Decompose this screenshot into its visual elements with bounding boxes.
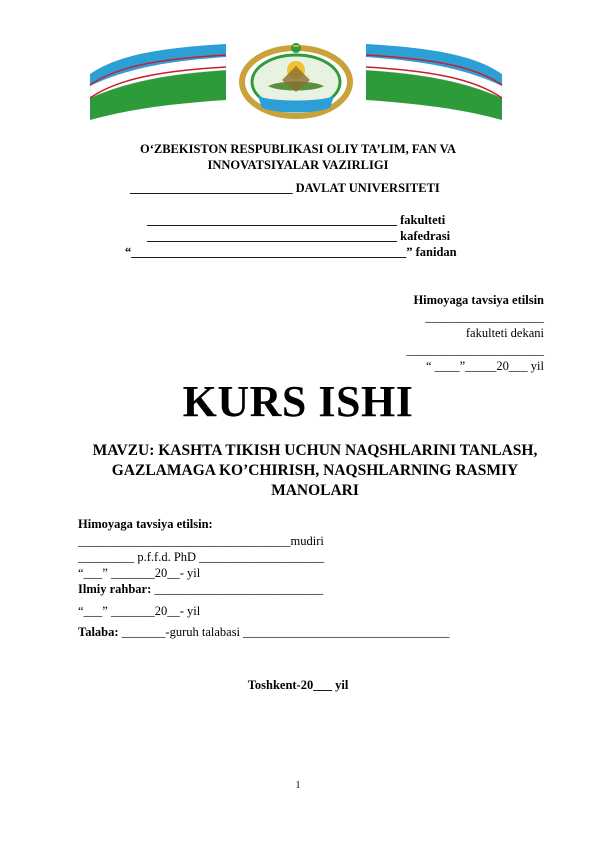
ministry-line-1: O‘ZBEKISTON RESPUBLIKASI OLIY TA’LIM, FAN VA <box>139 142 457 156</box>
date-line-1: “___” _______20__- yil <box>78 566 201 580</box>
approval-date: “ ____”_____20___ yil <box>425 359 544 373</box>
date-line-2: “___” _______20__- yil <box>78 604 201 618</box>
degree-line: _________ p.f.f.d. PhD ____________________ <box>78 550 325 564</box>
department-head-line: __________________________________mudiri <box>78 534 324 548</box>
student-text: _______-guruh talabasi _________________________________ <box>118 625 450 639</box>
ministry-name <box>60 141 536 173</box>
supervisor-label: Ilmiy rahbar: <box>78 582 152 596</box>
subject-line: “____________________________________________” fanidan <box>125 245 457 259</box>
approval-blank-line: ___________________ <box>425 310 544 324</box>
dean-label: fakulteti dekani <box>465 326 544 340</box>
supervisor-line <box>78 582 323 597</box>
topic-block <box>70 441 560 501</box>
uzbekistan-flag-emblem-banner <box>86 40 506 120</box>
page-number: 1 <box>295 780 301 791</box>
faculty-line: ________________________________________ fakulteti <box>147 213 446 227</box>
ministry-line-2: INNOVATSIYALAR VAZIRLIGI <box>207 158 389 172</box>
topic-line-2: GAZLAMAGA KO’CHIRISH, NAQSHLARNING RASMIY <box>111 462 519 479</box>
supervisor-blank: ___________________________ <box>151 582 324 596</box>
topic-line-3: MANOLARI <box>271 482 359 499</box>
student-label: Talaba: <box>78 625 119 639</box>
recommend-heading: Himoyaga tavsiya etilsin: <box>78 517 213 531</box>
student-line <box>78 625 449 640</box>
approval-heading: Himoyaga tavsiya etilsin <box>413 293 544 307</box>
city-year: Toshkent-20___ yil <box>247 678 349 692</box>
document-title: KURS ISHI <box>182 377 414 426</box>
signature-blank-line: ______________________ <box>406 343 544 357</box>
topic-line-1: MAVZU: KASHTA TIKISH UCHUN NAQSHLARINI TANLASH, <box>92 442 538 459</box>
state-emblem-icon <box>234 42 358 118</box>
department-line: ________________________________________ kafedrasi <box>147 229 451 243</box>
university-line: __________________________ DAVLAT UNIVERSITETI <box>130 181 440 195</box>
